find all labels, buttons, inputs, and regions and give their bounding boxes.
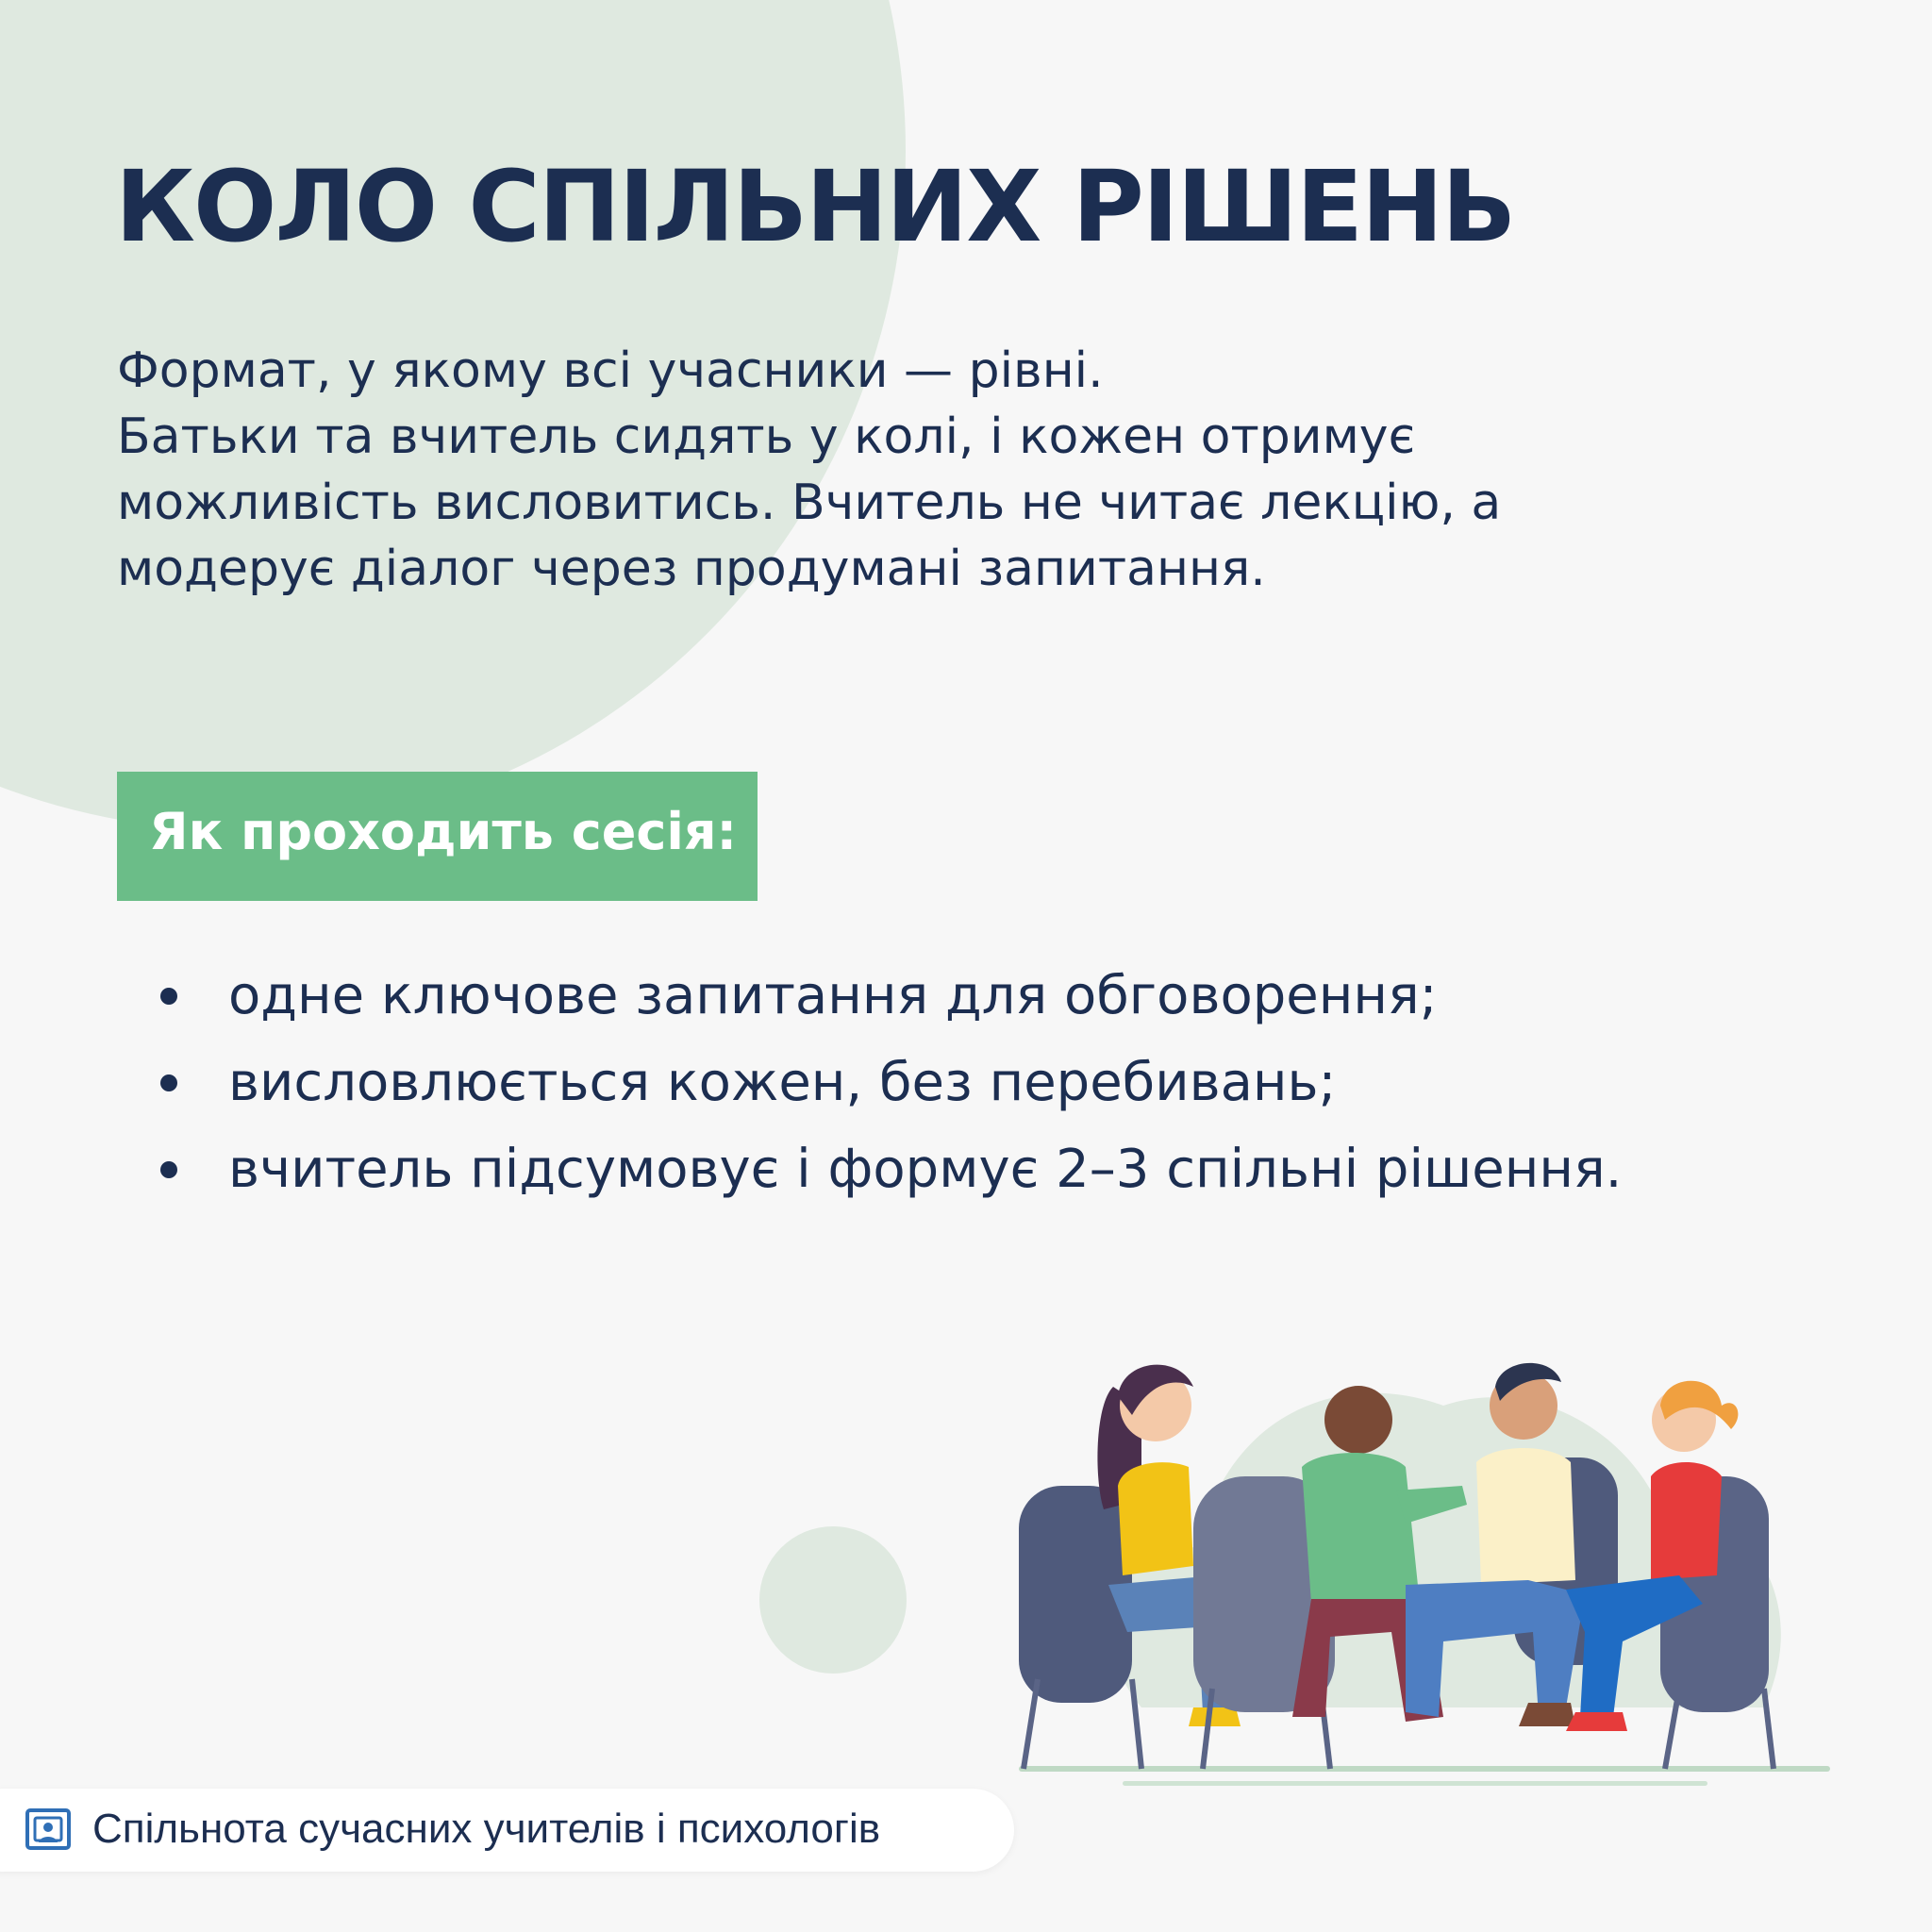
bullet-icon [160,1074,177,1091]
intro-paragraph [117,338,1702,602]
list-item [151,1126,1622,1213]
page-title: КОЛО СПІЛЬНИХ РІШЕНЬ [115,149,1515,264]
step-text: висловлюється кожен, без перебивань; [228,1052,1337,1113]
list-item [151,953,1622,1040]
session-heading: Як проходить сесія: [149,802,738,861]
community-logo-icon [25,1807,72,1851]
session-steps-list [151,953,1622,1213]
session-heading-banner [117,772,758,901]
step-text: одне ключове запитання для обговорення; [228,965,1438,1026]
intro-line: Формат, у якому всі учасники — рівні. [117,342,1104,399]
footer-community-name: Спільнота сучасних учителів і психологів [92,1806,881,1852]
floor-line [1123,1781,1707,1786]
intro-line: можливість висловитись. Вчитель не читає лекцію, а [117,475,1502,531]
intro-line: Батьки та вчитель сидять у колі, і кожен отримує [117,408,1416,465]
bullet-icon [160,988,177,1005]
people-circle-illustration [1000,1264,1849,1792]
intro-line: модерує діалог через продумані запитання. [117,541,1266,597]
bullet-icon [160,1161,177,1178]
background-blob-small [759,1526,907,1674]
footer-brand-bar [0,1789,1014,1872]
list-item [151,1040,1622,1126]
step-text: вчитель підсумовує і формує 2–3 спільні рішення. [228,1139,1623,1200]
